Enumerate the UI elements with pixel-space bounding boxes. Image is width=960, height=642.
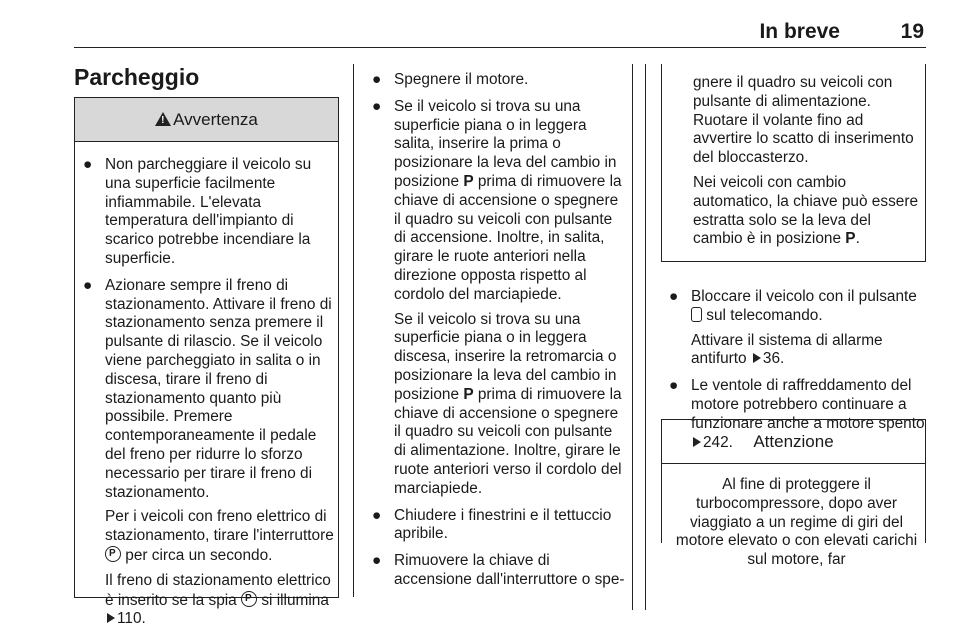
parking-brake-icon <box>241 591 257 607</box>
page-reference-icon <box>753 353 761 363</box>
continued-info-box <box>661 64 926 262</box>
section-title: In breve <box>759 20 840 43</box>
list-item: ● Rimuovere la chiave di accensione dall'interruttore o spe- <box>372 552 625 588</box>
column-divider-2 <box>632 64 633 610</box>
page-header <box>74 0 926 48</box>
warning-box-header <box>75 97 338 142</box>
warning-box <box>74 97 339 628</box>
continued-text-2: Nei veicoli con cambio automatico, la chiave può essere estratta solo se la leva del cambio è in posizione P. <box>693 173 919 248</box>
warning-triangle-icon <box>155 112 171 126</box>
page-number: 19 <box>900 20 924 43</box>
column-divider-3 <box>645 64 646 610</box>
page-reference-icon <box>107 613 115 623</box>
continued-text-1: gnere il quadro su veicoli con pulsante di alimentazione. Ruotare il volante fino ad avvertire lo scatto di inserimento del bloccasterzo. <box>693 74 914 167</box>
header-rule <box>74 47 926 48</box>
warning-bullet-2: ● Azionare sempre il freno di stazionamento. Attivare il freno di stazionamento senza premere il pulsante di rilascio. Se il veicolo viene parcheggiato in salita o in discesa, tirare il freno di stazionamento quanto più possibile. Premere contemporaneamente il pedale del freno per ridurre lo sforzo necessario per tirare il freno di stazionamento. Per i veicoli con freno elettrico di stazionamento, tirare l'interruttore P per circa un secondo. Il freno di stazionamento elettrico è inserito se la spia P si illumina 110. <box>75 277 334 629</box>
list-item: ● Spegnere il motore. <box>372 71 529 88</box>
warning-bullet-2-para-2: Per i veicoli con freno elettrico di stazionamento, tirare l'interruttore P per circa un secondo. <box>105 508 334 565</box>
warning-bullet-1: ● Non parcheggiare il veicolo su una superficie facilmente infiammabile. L'elevata temperatura dell'impianto di scarico potrebbe incendiare la superficie. <box>75 156 334 269</box>
warning-bullet-2-text: Azionare sempre il freno di stazionamento. Attivare il freno di stazionamento senza premere il pulsante di rilascio. Se il veicolo viene parcheggiato in salita o in discesa, tirare il freno di stazionamento quanto più possibile. Premere contemporaneamente il pedale del freno per ridurre lo sforzo necessario per tirare il freno di stazionamento. <box>105 276 332 501</box>
list-item: ● Chiudere i finestrini e il tettuccio apribile. <box>372 506 612 543</box>
caution-box-header <box>662 419 925 464</box>
warning-box-title: Avvertenza <box>173 109 258 129</box>
warning-box-body <box>75 142 338 629</box>
page-title: Parcheggio <box>74 64 200 90</box>
caution-box <box>661 419 926 569</box>
list-item: ● Se il veicolo si trova su una superficie piana o in leggera salita, inserire la prima o posizionare la leva del cambio in posizione P prima di rimuovere la chiave di accensione o spegnere il quadro su veicoli con pulsante di accensione. Inoltre, in salita, girare le ruote anteriori nella direzione opposta rispetto al cordolo del marciapiede. Se il veicolo si trova su una superficie piana o in leggera discesa, inserire la retromarcia o posizionare la leva del cambio in posizione P prima di rimuovere la chiave di accensione o spegnere il quadro su veicoli con pulsante di alimentazione. Inoltre, girare le ruote anteriori verso il cordolo del marciapiede. <box>372 97 622 497</box>
warning-bullet-1-text: Non parcheggiare il veicolo su una superficie facilmente infiammabile. L'elevata temperatura dell'impianto di scarico potrebbe incendiare la superficie. <box>105 156 312 267</box>
caution-box-title: Attenzione <box>753 431 834 451</box>
lock-icon <box>691 307 702 322</box>
list-item: ● Bloccare il veicolo con il pulsante sul telecomando. Attivare il sistema di allarme antifurto 36. <box>669 288 917 368</box>
list-item: ● Le ventole di raffreddamento del motore potrebbero continuare a funzionare anche a motore spento 242. <box>669 377 925 451</box>
parking-brake-icon <box>105 546 121 562</box>
warning-bullet-2-para-3: Il freno di stazionamento elettrico è inserito se la spia P si illumina 110. <box>105 572 334 629</box>
column-divider-1 <box>353 64 354 597</box>
column-2 <box>364 71 626 598</box>
caution-box-text: Al fine di proteggere il turbocompressore, dopo aver viaggiato a un regime di giri del motore elevato o con elevati carichi sul motore, far <box>675 476 918 569</box>
